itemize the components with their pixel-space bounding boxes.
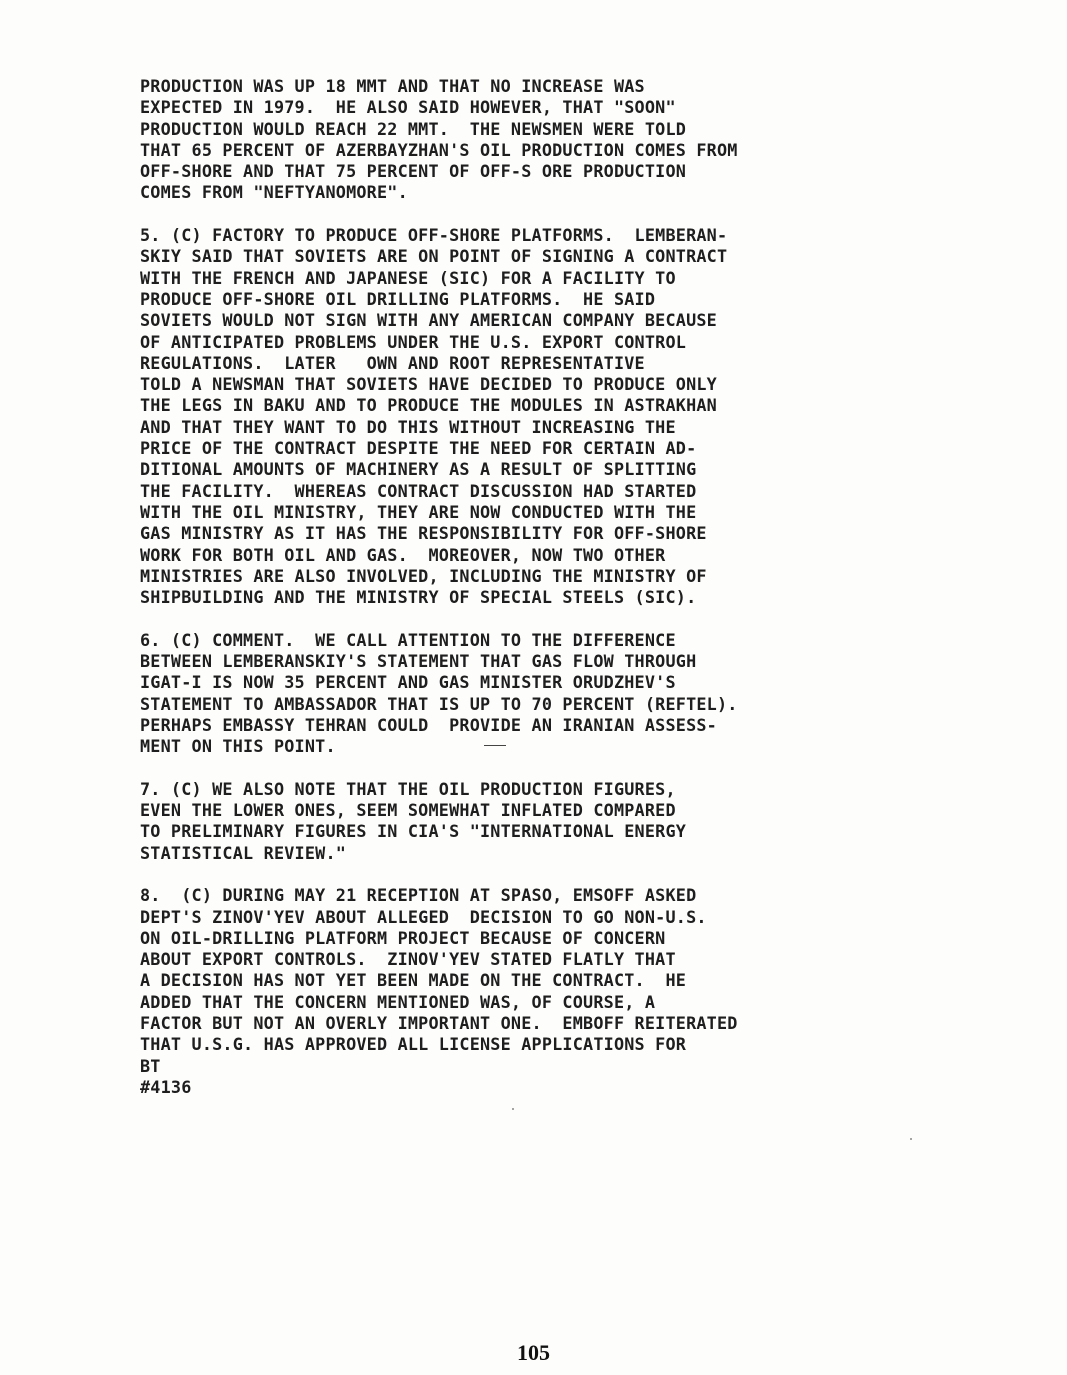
text-line: WITH THE OIL MINISTRY, THEY ARE NOW CONDUCTED WITH THE: [140, 501, 697, 522]
text-line: THE FACILITY. WHEREAS CONTRACT DISCUSSION HAD STARTED: [140, 480, 697, 501]
text-line: AND THAT THEY WANT TO DO THIS WITHOUT INCREASING THE: [140, 416, 676, 437]
paragraph-8-spaso-reception: [140, 885, 940, 1055]
text-line: EVEN THE LOWER ONES, SEEM SOMEWHAT INFLATED COMPARED: [140, 800, 676, 821]
text-line: THE LEGS IN BAKU AND TO PRODUCE THE MODULES IN ASTRAKHAN: [140, 395, 717, 416]
text-line: REGULATIONS. LATER OWN AND ROOT REPRESENTATIVE: [140, 352, 645, 373]
text-line: THAT U.S.G. HAS APPROVED ALL LICENSE APPLICATIONS FOR: [140, 1034, 687, 1055]
text-line: WITH THE FRENCH AND JAPANESE (SIC) FOR A FACILITY TO: [140, 267, 676, 288]
text-line: TO PRELIMINARY FIGURES IN CIA'S "INTERNATIONAL ENERGY: [140, 821, 687, 842]
text-line: WORK FOR BOTH OIL AND GAS. MOREOVER, NOW TWO OTHER: [140, 544, 666, 565]
text-line: GAS MINISTRY AS IT HAS THE RESPONSIBILITY FOR OFF-SHORE: [140, 523, 707, 544]
paragraph-7-production-figures: [140, 779, 940, 864]
text-line: 7. (C) WE ALSO NOTE THAT THE OIL PRODUCTION FIGURES,: [140, 778, 676, 799]
text-line: SKIY SAID THAT SOVIETS ARE ON POINT OF SIGNING A CONTRACT: [140, 246, 728, 267]
text-line: THAT 65 PERCENT OF AZERBAYZHAN'S OIL PRODUCTION COMES FROM: [140, 139, 738, 160]
text-line: STATISTICAL REVIEW.": [140, 842, 347, 863]
text-line: COMES FROM "NEFTYANOMORE".: [140, 182, 408, 203]
paragraph-production-continued: [140, 76, 940, 204]
text-line: MENT ON THIS POINT.: [140, 736, 336, 757]
text-line: SHIPBUILDING AND THE MINISTRY OF SPECIAL STEELS (SIC).: [140, 587, 697, 608]
text-line: OFF-SHORE AND THAT 75 PERCENT OF OFF-S ORE PRODUCTION: [140, 161, 687, 182]
break-marker-bt: BT: [140, 1055, 161, 1076]
text-line: MINISTRIES ARE ALSO INVOLVED, INCLUDING THE MINISTRY OF: [140, 565, 707, 586]
text-line: DEPT'S ZINOV'YEV ABOUT ALLEGED DECISION TO GO NON-U.S.: [140, 906, 707, 927]
telegram-body: [140, 76, 940, 1098]
text-line: PRODUCTION WOULD REACH 22 MMT. THE NEWSMEN WERE TOLD: [140, 118, 687, 139]
text-line: OF ANTICIPATED PROBLEMS UNDER THE U.S. EXPORT CONTROL: [140, 331, 687, 352]
text-line: EXPECTED IN 1979. HE ALSO SAID HOWEVER, THAT "SOON": [140, 97, 676, 118]
text-line: 6. (C) COMMENT. WE CALL ATTENTION TO THE DIFFERENCE: [140, 629, 676, 650]
page-number: 105: [517, 1340, 550, 1365]
text-line: 8. (C) DURING MAY 21 RECEPTION AT SPASO, EMSOFF ASKED: [140, 885, 697, 906]
scan-speck: [910, 1138, 912, 1140]
text-line: FACTOR BUT NOT AN OVERLY IMPORTANT ONE. EMBOFF REITERATED: [140, 1013, 738, 1034]
text-line: A DECISION HAS NOT YET BEEN MADE ON THE CONTRACT. HE: [140, 970, 687, 991]
text-line: STATEMENT TO AMBASSADOR THAT IS UP TO 70 PERCENT (REFTEL).: [140, 693, 738, 714]
scan-speck: [512, 1108, 514, 1110]
text-line: BETWEEN LEMBERANSKIY'S STATEMENT THAT GAS FLOW THROUGH: [140, 651, 697, 672]
text-line: PRODUCE OFF-SHORE OIL DRILLING PLATFORMS. HE SAID: [140, 288, 656, 309]
message-number: #4136: [140, 1076, 192, 1097]
paragraph-6-comment: [140, 630, 940, 758]
text-line: TOLD A NEWSMAN THAT SOVIETS HAVE DECIDED TO PRODUCE ONLY: [140, 374, 717, 395]
text-line: ABOUT EXPORT CONTROLS. ZINOV'YEV STATED FLATLY THAT: [140, 949, 676, 970]
text-line: ADDED THAT THE CONCERN MENTIONED WAS, OF COURSE, A: [140, 991, 656, 1012]
handwritten-underline: [484, 745, 506, 746]
text-line: IGAT-I IS NOW 35 PERCENT AND GAS MINISTER ORUDZHEV'S: [140, 672, 676, 693]
text-line: PERHAPS EMBASSY TEHRAN COULD PROVIDE AN IRANIAN ASSESS-: [140, 714, 717, 735]
text-line: ON OIL-DRILLING PLATFORM PROJECT BECAUSE OF CONCERN: [140, 927, 666, 948]
text-line: 5. (C) FACTORY TO PRODUCE OFF-SHORE PLATFORMS. LEMBERAN-: [140, 225, 728, 246]
paragraph-5-offshore-platforms: [140, 225, 940, 608]
text-line: SOVIETS WOULD NOT SIGN WITH ANY AMERICAN COMPANY BECAUSE: [140, 310, 717, 331]
text-line: PRODUCTION WAS UP 18 MMT AND THAT NO INCREASE WAS: [140, 76, 645, 96]
text-line: DITIONAL AMOUNTS OF MACHINERY AS A RESULT OF SPLITTING: [140, 459, 697, 480]
text-line: PRICE OF THE CONTRACT DESPITE THE NEED FOR CERTAIN AD-: [140, 438, 697, 459]
